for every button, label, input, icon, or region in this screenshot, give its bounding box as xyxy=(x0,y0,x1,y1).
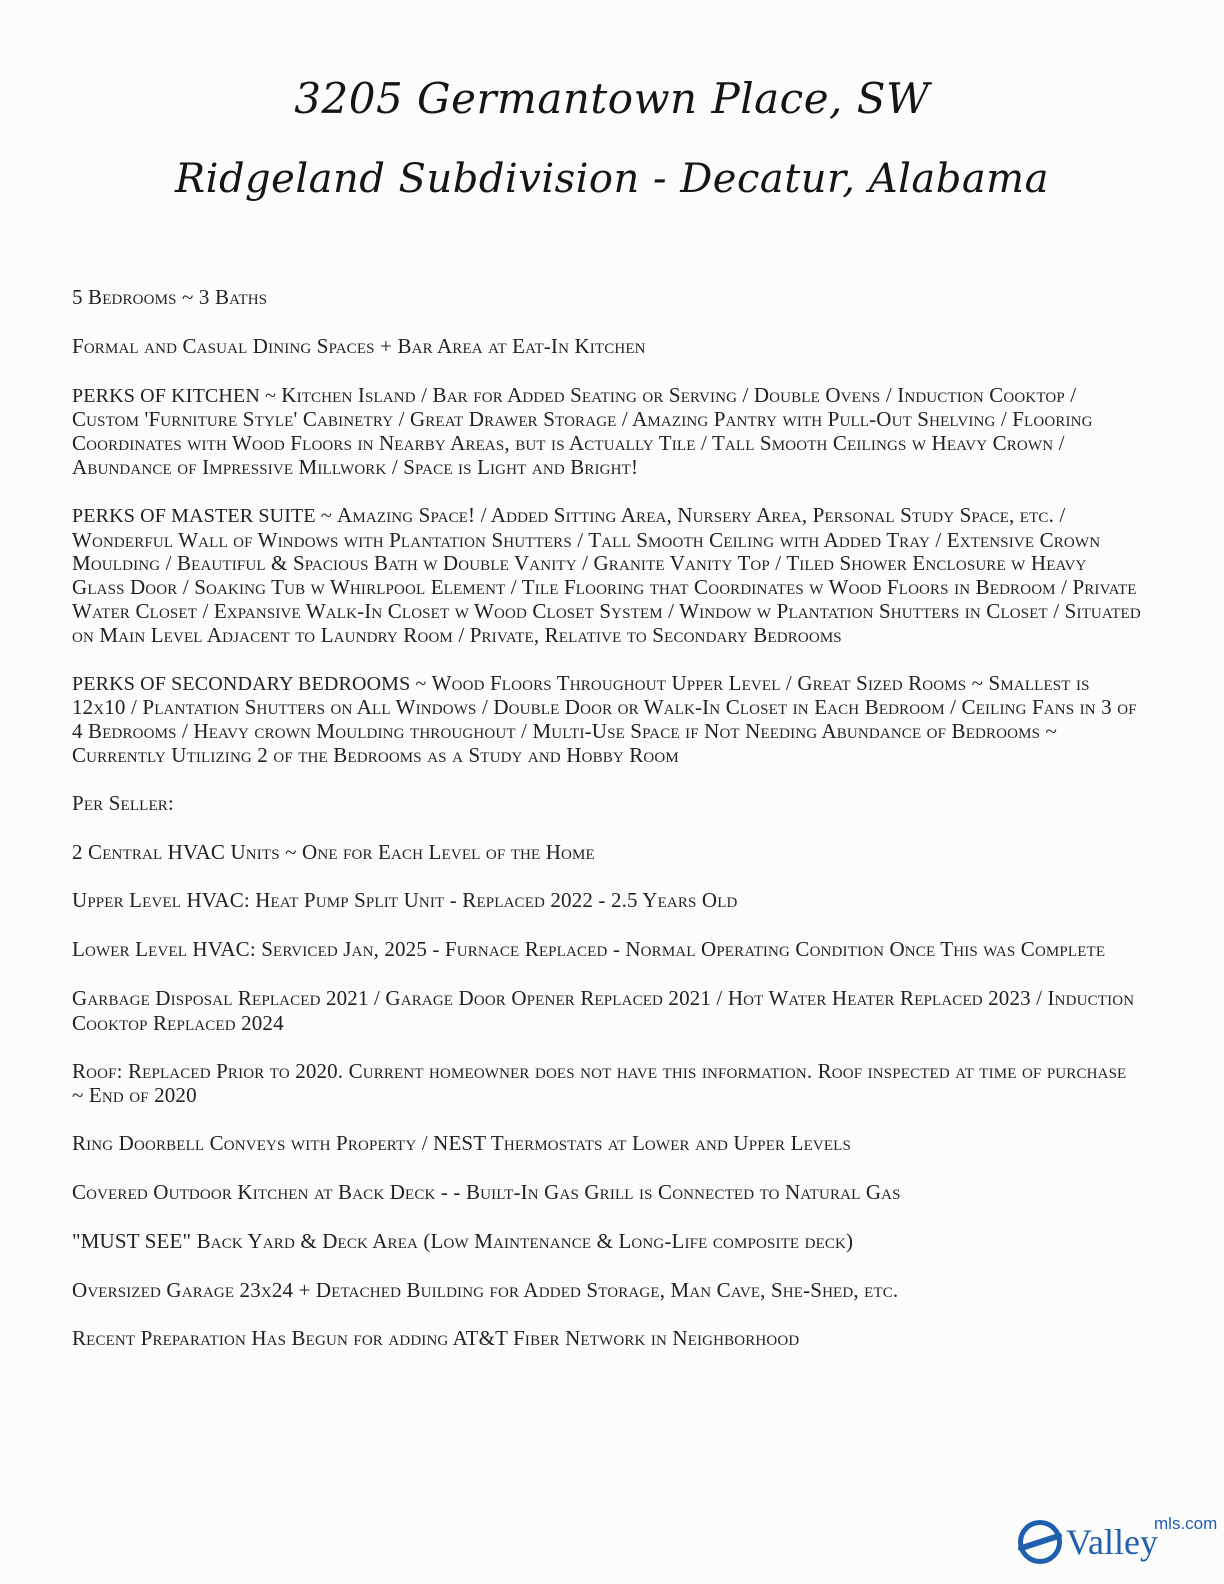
logo-suffix: mls.com xyxy=(1154,1514,1218,1533)
listing-features xyxy=(72,286,1142,1376)
feature-paragraph: Upper Level HVAC: Heat Pump Split Unit - Replaced 2022 - 2.5 Years Old xyxy=(72,888,738,913)
feature-paragraph: 2 Central HVAC Units ~ One for Each Level of the Home xyxy=(72,839,595,864)
logo-wordmark: Valley xyxy=(1066,1522,1158,1562)
subdivision-location: Ridgeland Subdivision - Decatur, Alabama xyxy=(175,156,1049,202)
master-suite-perks: PERKS OF MASTER SUITE ~ Amazing Space! / Added Sitting Area, Nursery Area, Personal Study Space, etc. / Wonderful Wall of Windows with Plantation Shutters / Tall Smooth Ceiling with Added Tray / Extensive Crown Moulding / Beautiful & Spacious Bath w Double Vanity / Granite Vanity Top / Tiled Shower Enclosure w Heavy Glass Door / Soaking Tub w Whirlpool Element / Tile Flooring that Coordinates w Wood Floors in Bedroom / Private Water Closet / Expansive Walk-In Closet w Wood Closet System / Window w Plantation Shutters in Closet / Situated on Main Level Adjacent to Laundry Room / Private, Relative to Secondary Bedrooms xyxy=(72,502,1141,647)
feature-paragraph: Oversized Garage 23x24 + Detached Building for Added Storage, Man Cave, She-Shed, etc. xyxy=(72,1277,899,1302)
document-header xyxy=(0,70,1224,230)
secondary-bedroom-perks: PERKS OF SECONDARY BEDROOMS ~ Wood Floors Throughout Upper Level / Great Sized Rooms ~ Smallest is 12x10 / Plantation Shutters on All Windows / Double Door or Walk-In Closet in Each Bedroom / Ceiling Fans in 3 of 4 Bedrooms / Heavy crown Moulding throughout / Multi-Use Space if Not Needing Abundance of Bedrooms ~ Currently Utilizing 2 of the Bedrooms as a Study and Hobby Room xyxy=(72,670,1137,767)
kitchen-perks: PERKS OF KITCHEN ~ Kitchen Island / Bar for Added Seating or Serving / Double Ovens / Induction Cooktop / Custom 'Furniture Style' Cabinetry / Great Drawer Storage / Amazing Pantry with Pull-Out Shelving / Flooring Coordinates with Wood Floors in Nearby Areas, but is Actually Tile / Tall Smooth Ceilings w Heavy Crown / Abundance of Impressive Millwork / Space is Light and Bright! xyxy=(72,382,1093,479)
feature-paragraph: Roof: Replaced Prior to 2020. Current homeowner does not have this information. Roof inspected at time of purchase ~ End of 2020 xyxy=(72,1058,1127,1108)
valley-swoosh-icon xyxy=(1018,1520,1062,1564)
feature-paragraph: Ring Doorbell Conveys with Property / NEST Thermostats at Lower and Upper Levels xyxy=(72,1131,851,1156)
valley-mls-logo xyxy=(1012,1512,1218,1572)
feature-paragraph: Garbage Disposal Replaced 2021 / Garage Door Opener Replaced 2021 / Hot Water Heater Replaced 2023 / Induction Cooktop Replaced 2024 xyxy=(72,985,1135,1035)
feature-paragraph: Formal and Casual Dining Spaces + Bar Area at Eat-In Kitchen xyxy=(72,333,646,358)
feature-paragraph: Covered Outdoor Kitchen at Back Deck - - Built-In Gas Grill is Connected to Natural Gas xyxy=(72,1179,901,1204)
feature-paragraph: Recent Preparation Has Begun for adding AT&T Fiber Network in Neighborhood xyxy=(72,1326,800,1351)
feature-paragraph: "MUST SEE" Back Yard & Deck Area (Low Maintenance & Long-Life composite deck) xyxy=(72,1228,854,1253)
feature-paragraph: 5 Bedrooms ~ 3 Baths xyxy=(72,285,268,309)
property-address: 3205 Germantown Place, SW xyxy=(294,74,930,123)
feature-paragraph: Lower Level HVAC: Serviced Jan, 2025 - Furnace Replaced - Normal Operating Condition Once This was Complete xyxy=(72,937,1106,962)
seller-notes-heading: Per Seller: xyxy=(72,790,174,815)
